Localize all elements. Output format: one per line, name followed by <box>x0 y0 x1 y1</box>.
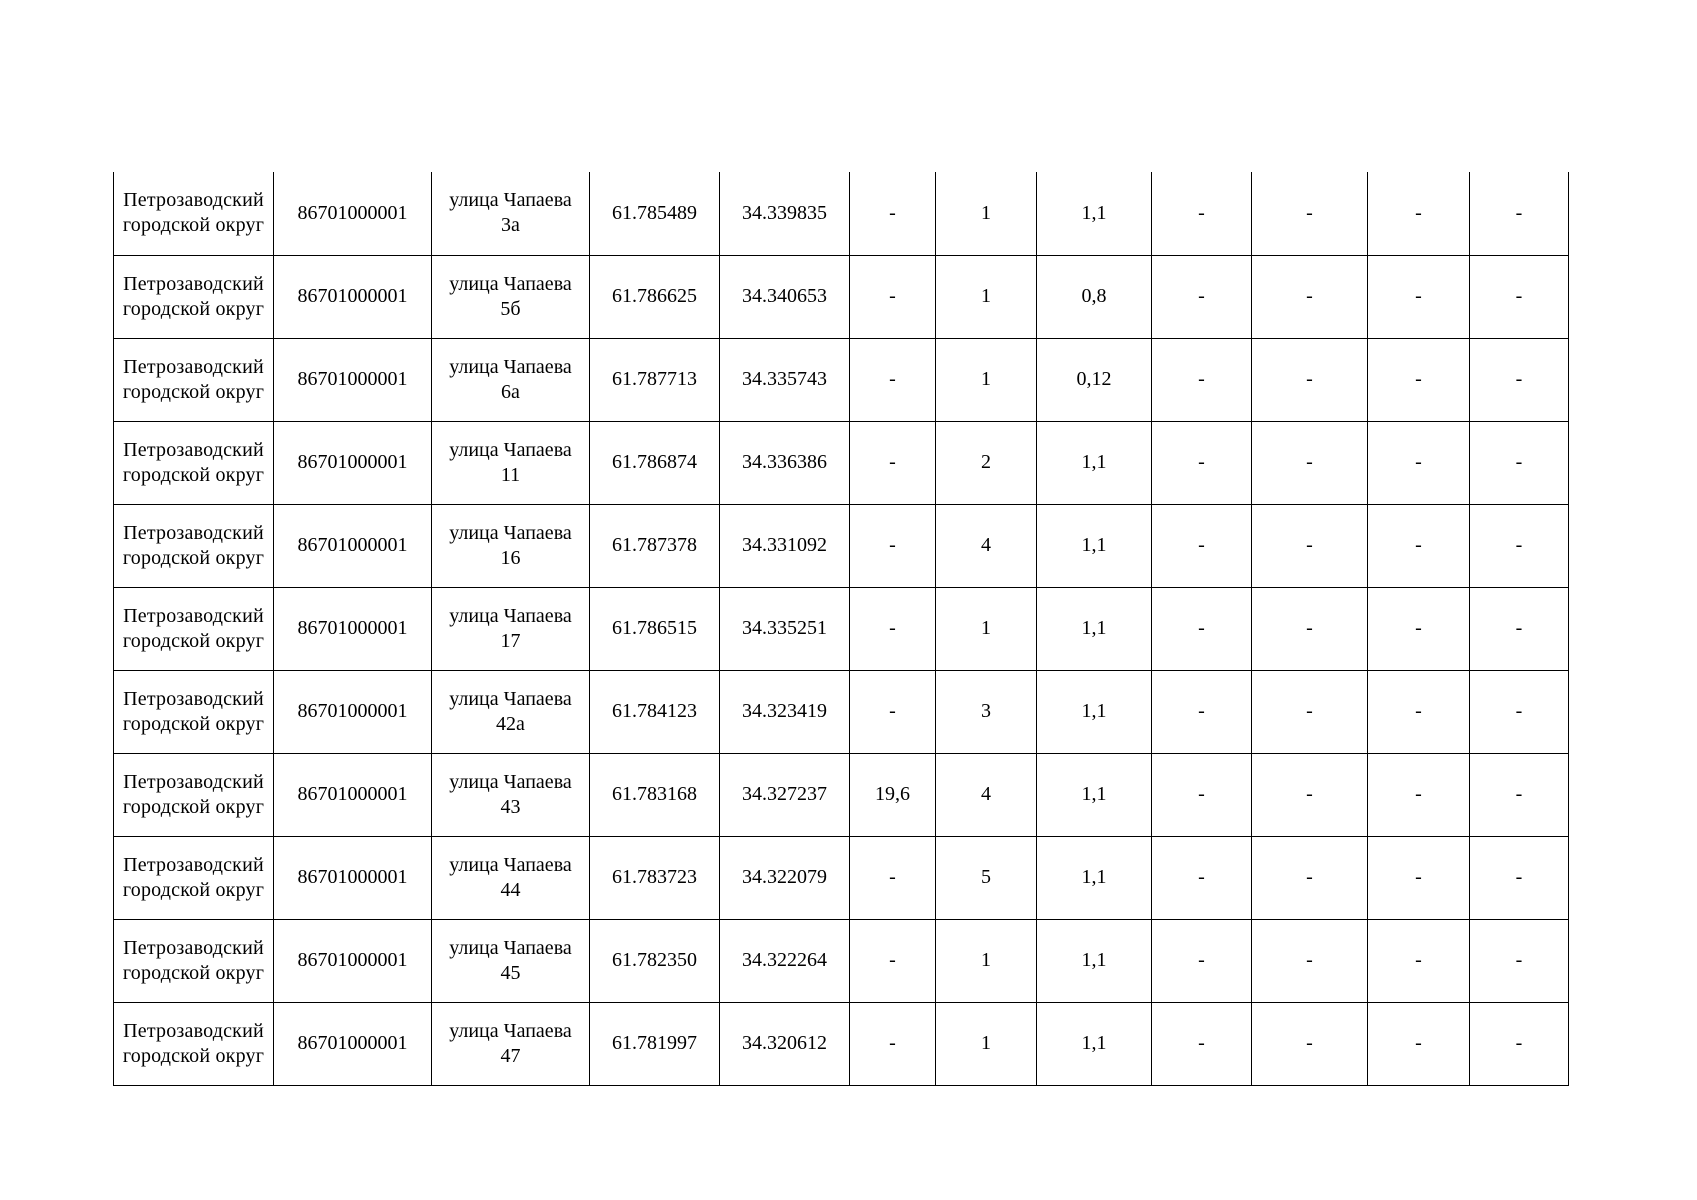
cell-district: Петрозаводский городской округ <box>114 421 274 504</box>
cell-col-6: - <box>850 504 936 587</box>
cell-col-7: 1 <box>936 919 1037 1002</box>
cell-col-7: 5 <box>936 836 1037 919</box>
cell-col-9: - <box>1152 504 1252 587</box>
cell-col-9: - <box>1152 670 1252 753</box>
cell-col-9: - <box>1152 753 1252 836</box>
cell-col-7: 1 <box>936 255 1037 338</box>
cell-col-12: - <box>1470 670 1569 753</box>
table-row <box>114 504 1569 587</box>
cell-col-12: - <box>1470 1002 1569 1085</box>
cell-col-8: 1,1 <box>1037 421 1152 504</box>
cell-col-8: 1,1 <box>1037 919 1152 1002</box>
cell-col-10: - <box>1252 421 1368 504</box>
cell-oktmo: 86701000001 <box>274 753 432 836</box>
cell-col-9: - <box>1152 919 1252 1002</box>
table-row <box>114 255 1569 338</box>
table-row <box>114 836 1569 919</box>
cell-col-7: 1 <box>936 587 1037 670</box>
cell-oktmo: 86701000001 <box>274 919 432 1002</box>
cell-address: улица Чапаева 16 <box>432 504 590 587</box>
table-row <box>114 1002 1569 1085</box>
cell-latitude: 61.782350 <box>590 919 720 1002</box>
cell-address: улица Чапаева 47 <box>432 1002 590 1085</box>
cell-longitude: 34.322264 <box>720 919 850 1002</box>
cell-longitude: 34.335743 <box>720 338 850 421</box>
cell-latitude: 61.781997 <box>590 1002 720 1085</box>
cell-col-10: - <box>1252 255 1368 338</box>
cell-col-7: 1 <box>936 338 1037 421</box>
cell-col-12: - <box>1470 338 1569 421</box>
cell-latitude: 61.786874 <box>590 421 720 504</box>
cell-col-11: - <box>1368 670 1470 753</box>
cell-col-11: - <box>1368 919 1470 1002</box>
cell-col-8: 1,1 <box>1037 172 1152 255</box>
cell-col-8: 1,1 <box>1037 670 1152 753</box>
cell-col-6: - <box>850 172 936 255</box>
table-body <box>114 172 1569 1085</box>
cell-col-6: - <box>850 338 936 421</box>
cell-col-11: - <box>1368 338 1470 421</box>
cell-col-9: - <box>1152 172 1252 255</box>
cell-district: Петрозаводский городской округ <box>114 836 274 919</box>
cell-col-11: - <box>1368 172 1470 255</box>
table-row <box>114 421 1569 504</box>
cell-district: Петрозаводский городской округ <box>114 919 274 1002</box>
cell-col-6: - <box>850 670 936 753</box>
cell-latitude: 61.783168 <box>590 753 720 836</box>
cell-col-10: - <box>1252 504 1368 587</box>
cell-address: улица Чапаева 17 <box>432 587 590 670</box>
data-table <box>113 172 1569 1086</box>
cell-district: Петрозаводский городской округ <box>114 255 274 338</box>
cell-col-8: 1,1 <box>1037 753 1152 836</box>
cell-col-6: - <box>850 836 936 919</box>
cell-col-10: - <box>1252 338 1368 421</box>
cell-col-6: - <box>850 1002 936 1085</box>
cell-col-8: 1,1 <box>1037 587 1152 670</box>
cell-longitude: 34.331092 <box>720 504 850 587</box>
cell-col-7: 4 <box>936 504 1037 587</box>
cell-oktmo: 86701000001 <box>274 670 432 753</box>
cell-oktmo: 86701000001 <box>274 421 432 504</box>
cell-district: Петрозаводский городской округ <box>114 172 274 255</box>
cell-col-12: - <box>1470 587 1569 670</box>
cell-col-8: 0,12 <box>1037 338 1152 421</box>
cell-longitude: 34.339835 <box>720 172 850 255</box>
cell-col-11: - <box>1368 587 1470 670</box>
cell-col-7: 4 <box>936 753 1037 836</box>
cell-district: Петрозаводский городской округ <box>114 670 274 753</box>
cell-col-7: 1 <box>936 172 1037 255</box>
cell-address: улица Чапаева 42а <box>432 670 590 753</box>
cell-col-9: - <box>1152 1002 1252 1085</box>
cell-col-10: - <box>1252 587 1368 670</box>
cell-col-12: - <box>1470 172 1569 255</box>
cell-col-9: - <box>1152 255 1252 338</box>
cell-latitude: 61.786515 <box>590 587 720 670</box>
cell-address: улица Чапаева 5б <box>432 255 590 338</box>
cell-district: Петрозаводский городской округ <box>114 753 274 836</box>
cell-col-6: - <box>850 587 936 670</box>
cell-col-11: - <box>1368 1002 1470 1085</box>
cell-latitude: 61.786625 <box>590 255 720 338</box>
cell-oktmo: 86701000001 <box>274 587 432 670</box>
cell-col-11: - <box>1368 753 1470 836</box>
cell-longitude: 34.322079 <box>720 836 850 919</box>
cell-col-6: 19,6 <box>850 753 936 836</box>
cell-col-12: - <box>1470 504 1569 587</box>
table-row <box>114 753 1569 836</box>
cell-col-8: 0,8 <box>1037 255 1152 338</box>
cell-longitude: 34.320612 <box>720 1002 850 1085</box>
cell-longitude: 34.336386 <box>720 421 850 504</box>
cell-address: улица Чапаева 11 <box>432 421 590 504</box>
cell-address: улица Чапаева 43 <box>432 753 590 836</box>
cell-col-12: - <box>1470 255 1569 338</box>
cell-col-10: - <box>1252 172 1368 255</box>
cell-col-11: - <box>1368 836 1470 919</box>
cell-col-12: - <box>1470 421 1569 504</box>
cell-col-9: - <box>1152 587 1252 670</box>
cell-latitude: 61.784123 <box>590 670 720 753</box>
cell-longitude: 34.323419 <box>720 670 850 753</box>
cell-col-10: - <box>1252 753 1368 836</box>
cell-col-7: 2 <box>936 421 1037 504</box>
cell-col-11: - <box>1368 504 1470 587</box>
cell-col-12: - <box>1470 753 1569 836</box>
cell-longitude: 34.340653 <box>720 255 850 338</box>
cell-latitude: 61.787378 <box>590 504 720 587</box>
cell-col-12: - <box>1470 836 1569 919</box>
cell-col-6: - <box>850 421 936 504</box>
cell-col-8: 1,1 <box>1037 1002 1152 1085</box>
cell-col-9: - <box>1152 836 1252 919</box>
cell-col-7: 3 <box>936 670 1037 753</box>
table-row <box>114 670 1569 753</box>
cell-address: улица Чапаева 44 <box>432 836 590 919</box>
cell-oktmo: 86701000001 <box>274 1002 432 1085</box>
cell-oktmo: 86701000001 <box>274 172 432 255</box>
cell-col-11: - <box>1368 421 1470 504</box>
cell-latitude: 61.785489 <box>590 172 720 255</box>
cell-col-6: - <box>850 919 936 1002</box>
cell-district: Петрозаводский городской округ <box>114 504 274 587</box>
table-row <box>114 587 1569 670</box>
cell-oktmo: 86701000001 <box>274 836 432 919</box>
table-row <box>114 919 1569 1002</box>
cell-col-7: 1 <box>936 1002 1037 1085</box>
cell-address: улица Чапаева 6а <box>432 338 590 421</box>
cell-address: улица Чапаева 45 <box>432 919 590 1002</box>
table-row <box>114 172 1569 255</box>
cell-longitude: 34.335251 <box>720 587 850 670</box>
cell-col-10: - <box>1252 836 1368 919</box>
cell-col-8: 1,1 <box>1037 504 1152 587</box>
cell-latitude: 61.787713 <box>590 338 720 421</box>
table-row <box>114 338 1569 421</box>
cell-district: Петрозаводский городской округ <box>114 1002 274 1085</box>
cell-col-11: - <box>1368 255 1470 338</box>
cell-longitude: 34.327237 <box>720 753 850 836</box>
cell-col-9: - <box>1152 421 1252 504</box>
cell-district: Петрозаводский городской округ <box>114 587 274 670</box>
cell-latitude: 61.783723 <box>590 836 720 919</box>
cell-col-6: - <box>850 255 936 338</box>
cell-oktmo: 86701000001 <box>274 504 432 587</box>
cell-address: улица Чапаева 3а <box>432 172 590 255</box>
cell-col-8: 1,1 <box>1037 836 1152 919</box>
cell-col-10: - <box>1252 670 1368 753</box>
cell-district: Петрозаводский городской округ <box>114 338 274 421</box>
cell-col-10: - <box>1252 919 1368 1002</box>
cell-col-12: - <box>1470 919 1569 1002</box>
cell-col-9: - <box>1152 338 1252 421</box>
cell-oktmo: 86701000001 <box>274 338 432 421</box>
cell-col-10: - <box>1252 1002 1368 1085</box>
cell-oktmo: 86701000001 <box>274 255 432 338</box>
